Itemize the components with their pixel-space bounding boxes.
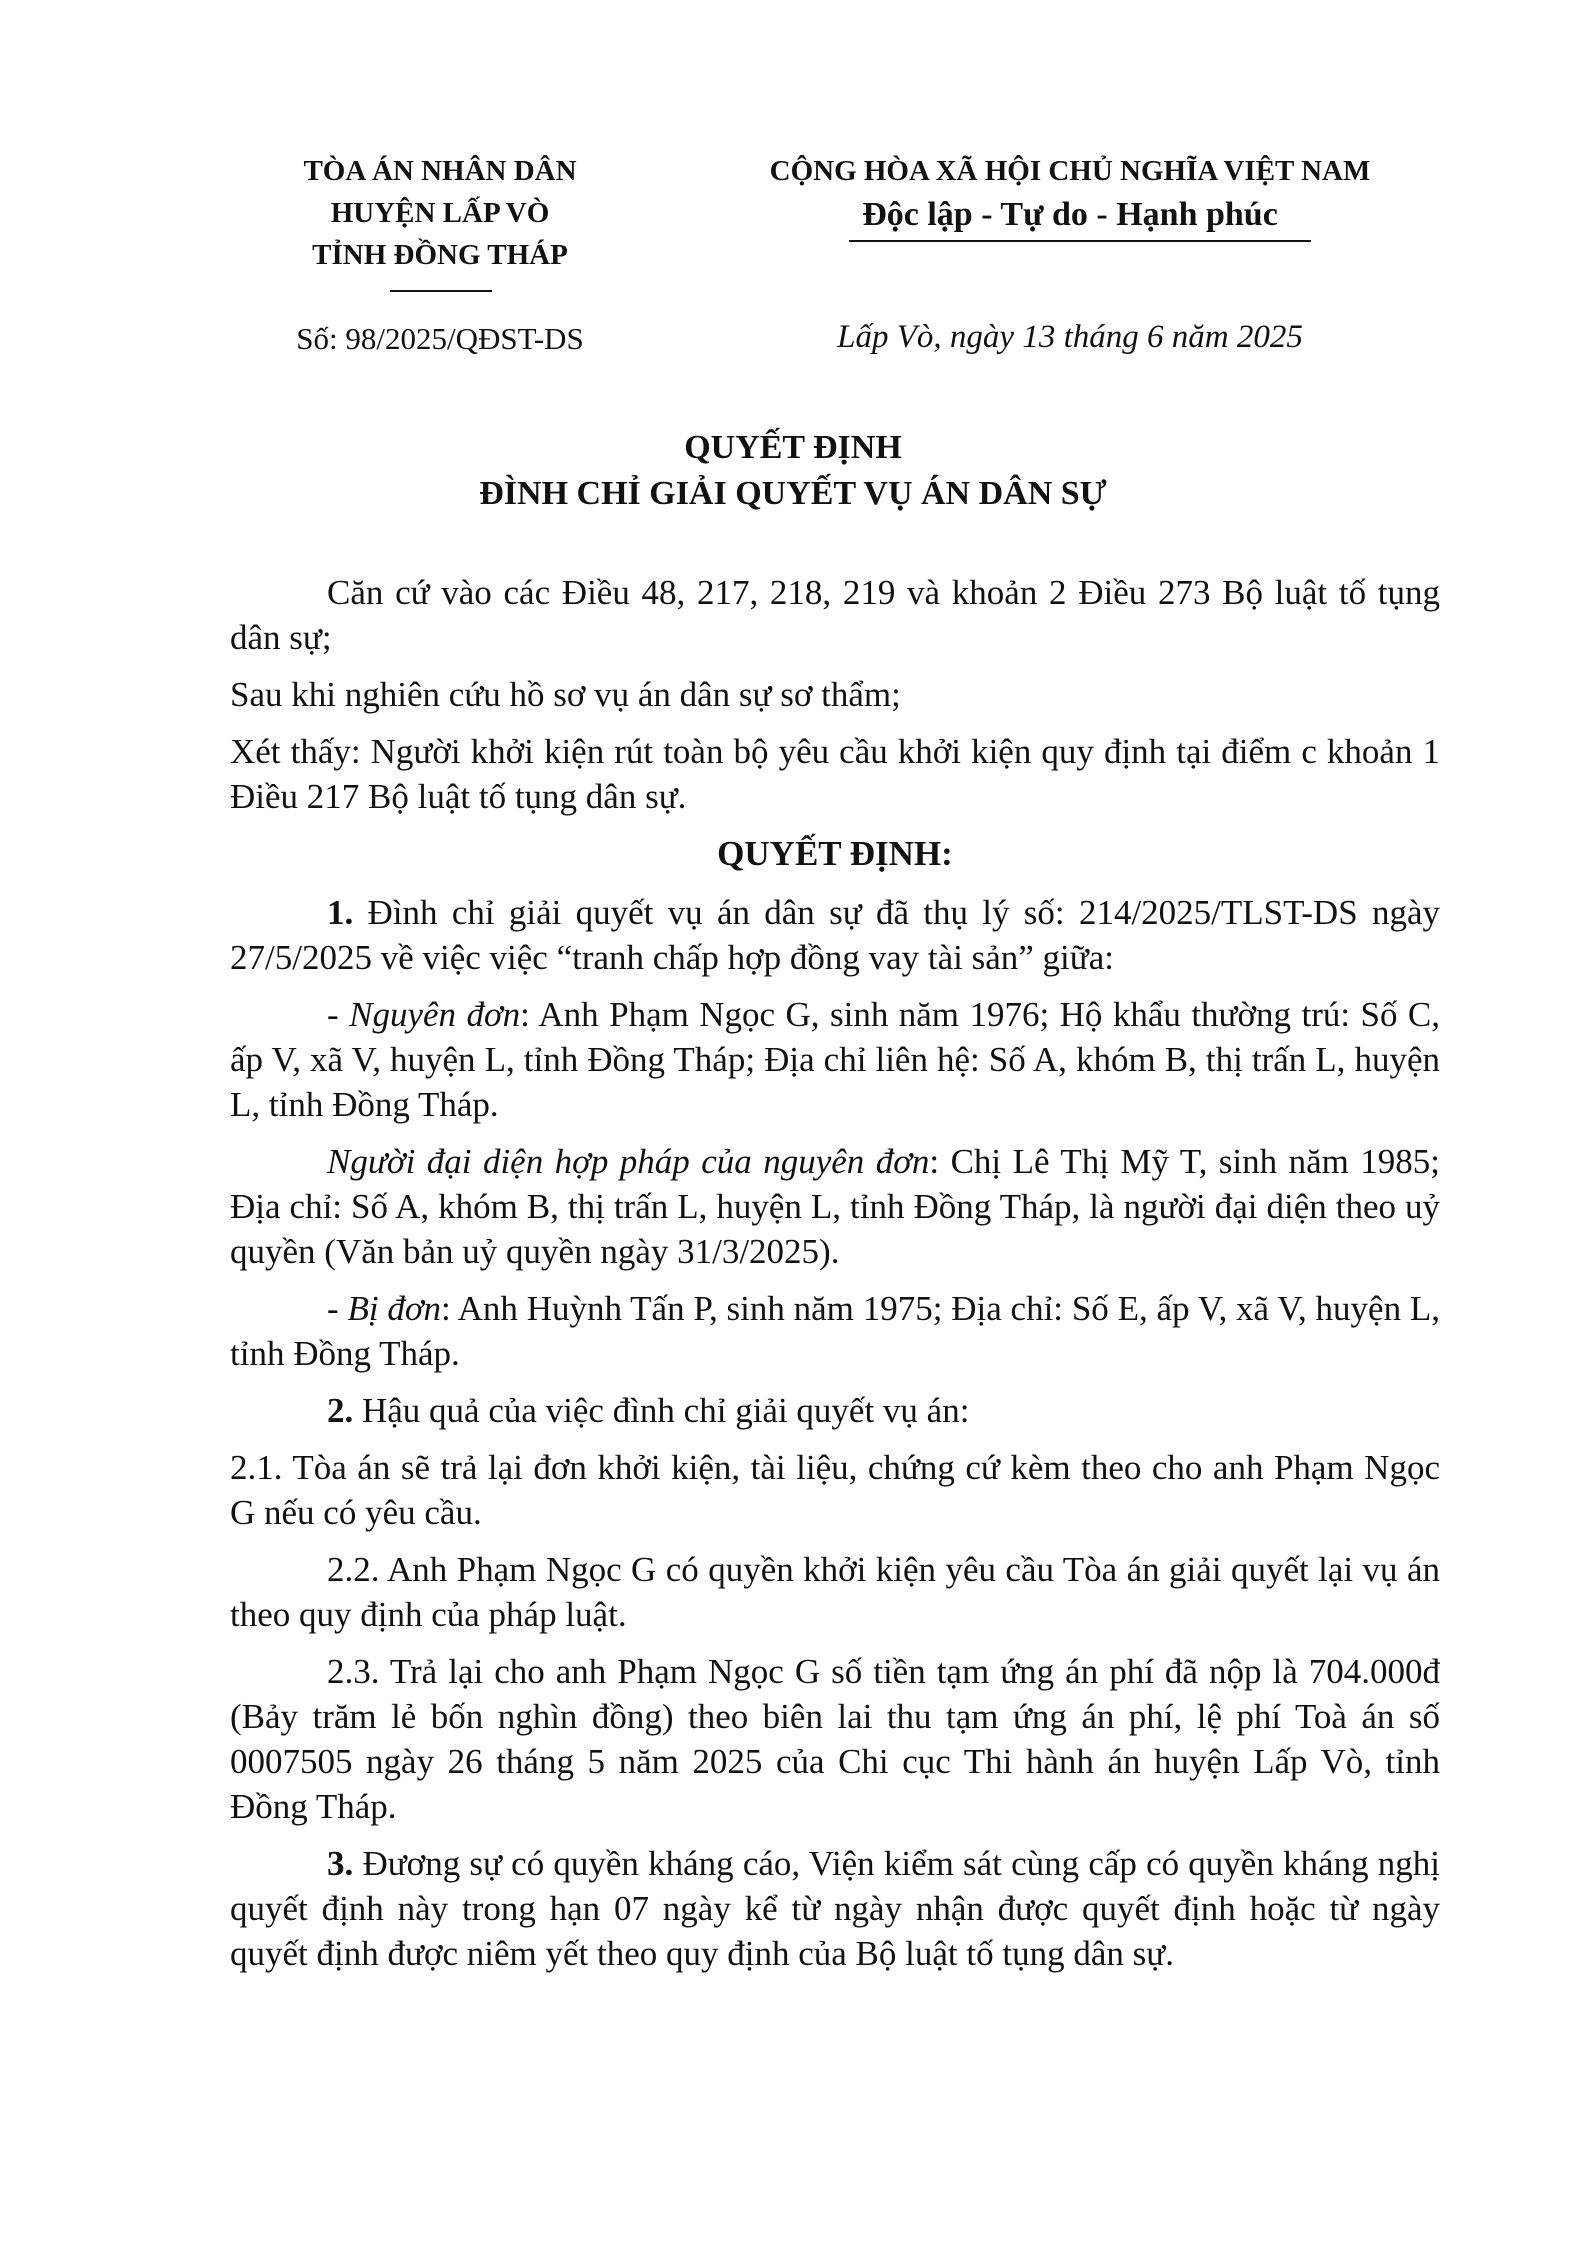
item-3-paragraph	[230, 1841, 1440, 1976]
considering-paragraph: Xét thấy: Người khởi kiện rút toàn bộ yêu cầu khởi kiện quy định tại điểm c khoản 1 Điều 217 Bộ luật tố tụng dân sự.	[230, 732, 1440, 816]
decision-heading: QUYẾT ĐỊNH:	[717, 834, 953, 873]
republic-name: CỘNG HÒA XÃ HỘI CHỦ NGHĨA VIỆT NAM	[769, 155, 1371, 187]
item-1-text: Đình chỉ giải quyết vụ án dân sự đã thụ lý số: 214/2025/TLST-DS ngày 27/5/2025 về việc việc “tranh chấp hợp đồng vay tài sản” giữa:	[230, 893, 1440, 977]
representative-label: Người đại diện hợp pháp của nguyên đơn	[327, 1142, 930, 1181]
title-line-2: ĐÌNH CHỈ GIẢI QUYẾT VỤ ÁN DÂN SỰ	[479, 475, 1107, 512]
defendant-paragraph	[230, 1286, 1440, 1376]
plaintiff-label: Nguyên đơn	[349, 995, 521, 1034]
item-3-number: 3.	[327, 1844, 354, 1883]
court-line-1: TÒA ÁN NHÂN DÂN	[303, 155, 577, 187]
item-2-1-paragraph: 2.1. Tòa án sẽ trả lại đơn khởi kiện, tài liệu, chứng cứ kèm theo cho anh Phạm Ngọc G nếu có yêu cầu.	[230, 1448, 1440, 1532]
item-1-paragraph	[230, 890, 1440, 980]
national-motto-block	[700, 150, 1440, 238]
court-name-block	[220, 150, 660, 276]
court-underline	[390, 290, 492, 292]
court-line-2: HUYỆN LẤP VÒ	[330, 197, 550, 229]
document-body	[230, 570, 1440, 1988]
item-2-paragraph	[230, 1388, 1440, 1433]
document-title	[0, 425, 1586, 517]
court-line-3: TỈNH ĐỒNG THÁP	[312, 239, 568, 271]
representative-paragraph	[230, 1139, 1440, 1274]
basis-paragraph: Căn cứ vào các Điều 48, 217, 218, 219 và khoản 2 Điều 273 Bộ luật tố tụng dân sự;	[230, 573, 1440, 657]
item-2-3-paragraph: 2.3. Trả lại cho anh Phạm Ngọc G số tiền tạm ứng án phí đã nộp là 704.000đ (Bảy trăm lẻ bốn nghìn đồng) theo biên lai thu tạm ứng án phí, lệ phí Toà án số 0007505 ngày 26 tháng 5 năm 2025 của Chi cục Thi hành án huyện Lấp Vò, tỉnh Đồng Tháp.	[230, 1652, 1440, 1826]
title-line-1: QUYẾT ĐỊNH	[684, 429, 902, 466]
plaintiff-paragraph	[230, 992, 1440, 1127]
motto: Độc lập - Tự do - Hạnh phúc	[862, 196, 1278, 233]
item-2-2-paragraph: 2.2. Anh Phạm Ngọc G có quyền khởi kiện yêu cầu Tòa án giải quyết lại vụ án theo quy định của pháp luật.	[230, 1550, 1440, 1634]
defendant-text: : Anh Huỳnh Tấn P, sinh năm 1975; Địa chỉ: Số E, ấp V, xã V, huyện L, tỉnh Đồng Tháp.	[230, 1289, 1440, 1373]
plaintiff-text: : Anh Phạm Ngọc G, sinh năm 1976; Hộ khẩu thường trú: Số C, ấp V, xã V, huyện L, tỉnh Đồng Tháp; Địa chỉ liên hệ: Số A, khóm B, thị trấn L, huyện L, tỉnh Đồng Tháp.	[230, 995, 1441, 1124]
defendant-dash: -	[327, 1289, 348, 1328]
item-2-text: Hậu quả của việc đình chỉ giải quyết vụ án:	[353, 1391, 970, 1430]
item-1-number: 1.	[327, 893, 354, 932]
plaintiff-dash: -	[327, 995, 350, 1034]
item-2-number: 2.	[327, 1391, 354, 1430]
place-date: Lấp Vò, ngày 13 tháng 6 năm 2025	[837, 319, 1303, 355]
review-paragraph: Sau khi nghiên cứu hồ sơ vụ án dân sự sơ thẩm;	[230, 675, 901, 714]
item-3-text: Đương sự có quyền kháng cáo, Viện kiểm sát cùng cấp có quyền kháng nghị quyết định này trong hạn 07 ngày kể từ ngày nhận được quyết định hoặc từ ngày quyết định được niêm yết theo quy định của Bộ luật tố tụng dân sự.	[230, 1844, 1440, 1973]
representative-text: : Chị Lê Thị Mỹ T, sinh năm 1985; Địa chỉ: Số A, khóm B, thị trấn L, huyện L, tỉnh Đồng Tháp, là người đại diện theo uỷ quyền (Văn bản uỷ quyền ngày 31/3/2025).	[230, 1142, 1440, 1271]
document-number: Số: 98/2025/QĐST-DS	[296, 321, 584, 356]
defendant-label: Bị đơn	[347, 1289, 442, 1328]
motto-underline	[849, 240, 1311, 242]
